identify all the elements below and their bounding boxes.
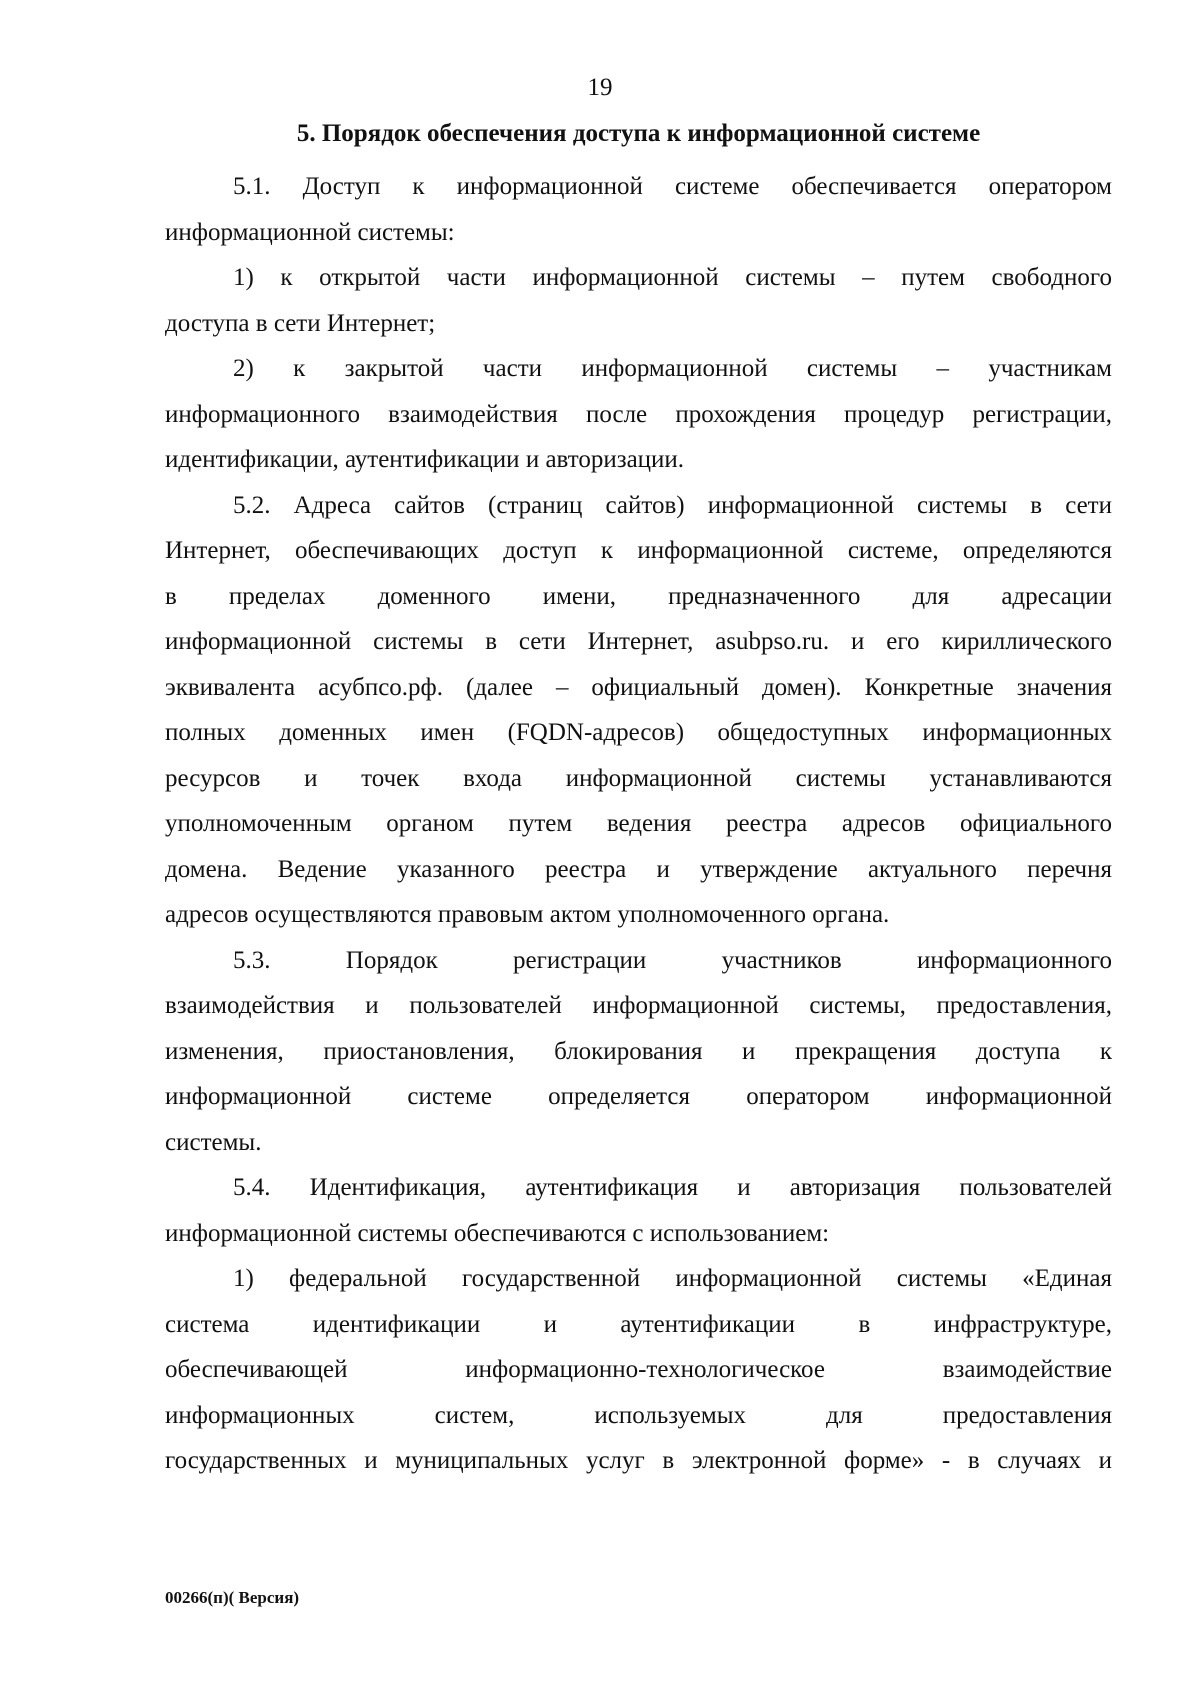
page-number: 19 (587, 74, 613, 101)
section-heading: 5. Порядок обеспечения доступа к информационной системе (296, 120, 981, 147)
text-line: 5.1. Доступ к информационной системе обеспечивается оператором (233, 173, 1112, 200)
text-line: уполномоченным органом путем ведения реестра адресов официального (165, 810, 1112, 837)
text-line: домена. Ведение указанного реестра и утверждение актуального перечня (165, 855, 1112, 883)
text-line: информационной системы обеспечиваются с использованием: (165, 1219, 830, 1247)
text-line: доступа в сети Интернет; (165, 309, 436, 337)
text-line: информационных систем, используемых для предоставления (165, 1401, 1112, 1429)
document-footer: 00266(п)( Версия) (165, 1588, 300, 1607)
text-line: 5.4. Идентификация, аутентификация и авторизация пользователей (233, 1174, 1112, 1201)
text-line: 5.3. Порядок регистрации участников информационного (233, 946, 1112, 974)
text-line: государственных и муниципальных услуг в электронной форме» - в случаях и (165, 1447, 1112, 1474)
text-line: ресурсов и точек входа информационной системы устанавливаются (165, 764, 1112, 792)
text-line: адресов осуществляются правовым актом уполномоченного органа. (165, 901, 890, 928)
text-line: 1) к открытой части информационной системы – путем свободного (233, 264, 1112, 291)
text-line: система идентификации и аутентификации в инфраструктуре, (165, 1310, 1112, 1338)
text-line: в пределах доменного имени, предназначенного для адресации (165, 582, 1112, 610)
text-line: взаимодействия и пользователей информационной системы, предоставления, (165, 992, 1112, 1019)
text-line: 5.2. Адреса сайтов (страниц сайтов) информационной системы в сети (233, 491, 1112, 519)
text-line: Интернет, обеспечивающих доступ к информационной системе, определяются (165, 537, 1112, 564)
text-line: эквивалента асубпсо.рф. (далее – официальный домен). Конкретные значения (165, 673, 1112, 701)
text-line: системы. (165, 1128, 262, 1156)
text-line: полных доменных имен (FQDN-адресов) общедоступных информационных (165, 719, 1112, 746)
document-body (165, 164, 1112, 1484)
text-line: информационной системе определяется оператором информационной (165, 1083, 1112, 1110)
text-line: 2) к закрытой части информационной системы – участникам (233, 355, 1112, 382)
text-line: изменения, приостановления, блокирования и прекращения доступа к (165, 1037, 1112, 1065)
text-line: обеспечивающей информационно-технологическое взаимодействие (165, 1356, 1112, 1383)
text-line: идентификации, аутентификации и авторизации. (165, 446, 685, 473)
text-line: информационной системы в сети Интернет, asubpso.ru. и его кириллического (165, 628, 1112, 655)
text-line: 1) федеральной государственной информационной системы «Единая (233, 1265, 1112, 1292)
text-line: информационного взаимодействия после прохождения процедур регистрации, (165, 400, 1112, 428)
text-line: информационной системы: (165, 218, 455, 246)
